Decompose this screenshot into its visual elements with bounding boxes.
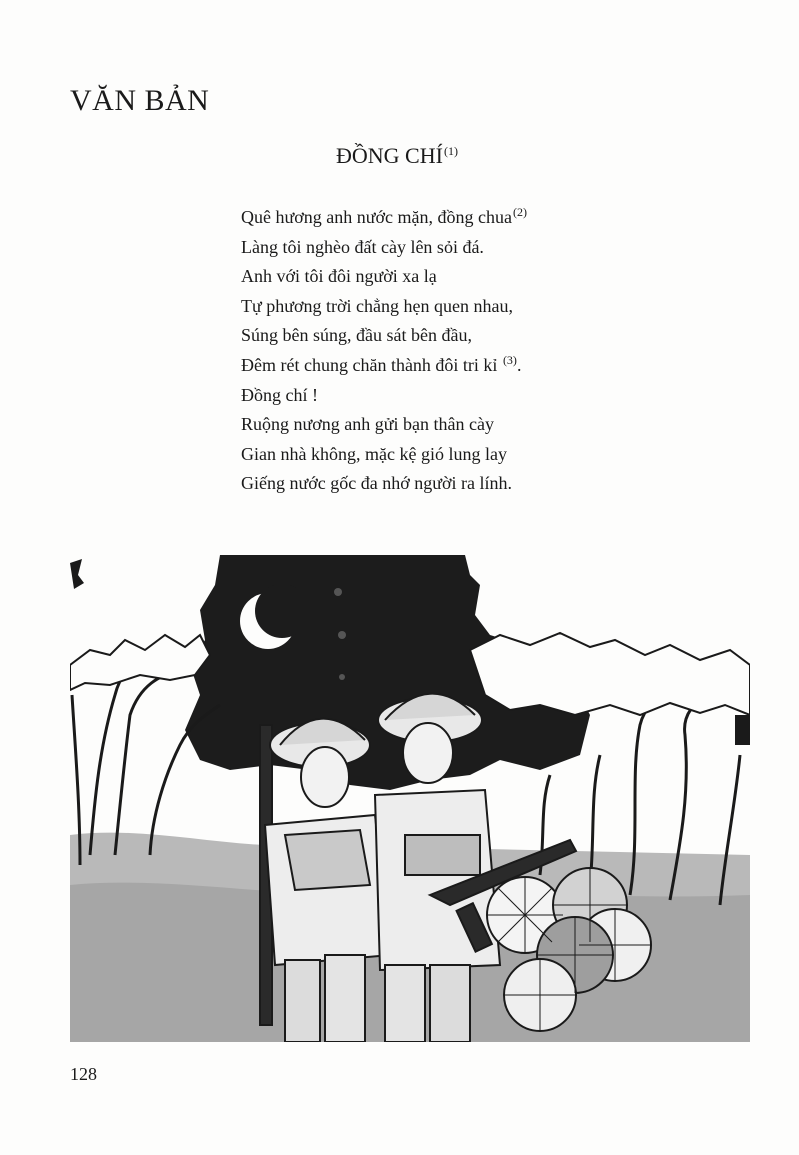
poem-title bbox=[336, 143, 458, 169]
poem-line bbox=[241, 346, 527, 376]
poem-line bbox=[241, 257, 527, 287]
poem-line-suffix: . bbox=[516, 354, 522, 375]
page-number: 128 bbox=[70, 1064, 97, 1084]
poem-line-text: Đêm rét chung chăn thành đôi tri kỉ bbox=[241, 354, 502, 375]
poem-line-text: Giếng nước gốc đa nhớ người ra lính. bbox=[241, 473, 513, 494]
poem-line-text: Quê hương anh nước mặn, đồng chua bbox=[241, 207, 512, 227]
section-heading: VĂN BẢN bbox=[70, 84, 210, 117]
poem-line bbox=[241, 198, 527, 228]
poem-line bbox=[241, 376, 527, 406]
poem-line-text: Anh với tôi đôi người xa lạ bbox=[241, 266, 437, 287]
poem-line-text: Làng tôi nghèo đất cày lên sỏi đá. bbox=[241, 236, 484, 257]
poem-line-text: Súng bên súng, đầu sát bên đầu, bbox=[241, 325, 472, 346]
poem-line bbox=[241, 405, 527, 435]
poem-line bbox=[241, 316, 527, 346]
poem-line bbox=[241, 464, 527, 494]
poem-line-text: Ruộng nương anh gửi bạn thân cày bbox=[241, 414, 494, 435]
poem-line-footnote: (2) bbox=[512, 205, 527, 219]
poem-line-text: Đồng chí ! bbox=[241, 384, 318, 405]
poem-line bbox=[241, 228, 527, 258]
poem-line-text: Gian nhà không, mặc kệ gió lung lay bbox=[241, 443, 507, 464]
poem-body bbox=[241, 198, 527, 494]
poem-line bbox=[241, 435, 527, 465]
illustration-soldiers bbox=[70, 555, 750, 1042]
poem-line bbox=[241, 287, 527, 317]
poem-title-text: ĐỒNG CHÍ bbox=[336, 143, 443, 168]
poem-line-text: Tự phương trời chẳng hẹn quen nhau, bbox=[241, 295, 513, 316]
poem-title-footnote: (1) bbox=[443, 143, 458, 158]
poem-line-footnote: (3) bbox=[502, 352, 517, 367]
